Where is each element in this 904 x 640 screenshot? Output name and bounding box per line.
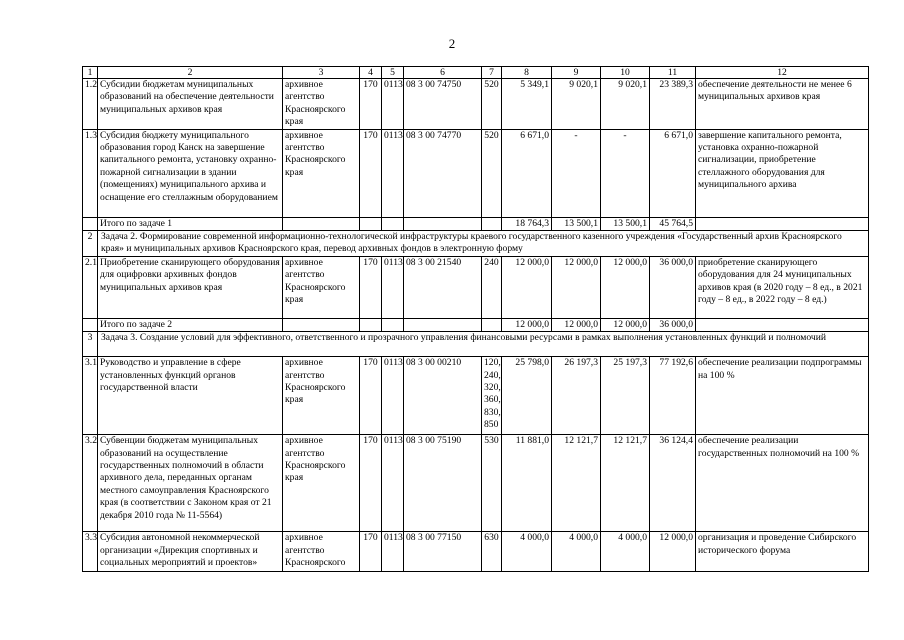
amount-2022: 4 000,0: [601, 532, 650, 572]
csr-code: 08 3 00 00210: [404, 357, 482, 435]
amount-2020: 12 000,0: [502, 256, 552, 318]
amount-2021: -: [552, 129, 601, 217]
header-row: [83, 67, 869, 79]
task-number: 3: [83, 332, 98, 357]
expected-result: организация и проведение Сибирского исторического форума: [696, 532, 869, 572]
rzpr-code: 0113: [382, 357, 404, 435]
task-title: Задача 3. Создание условий для эффективного, ответственного и прозрачного управления финансовыми ресурсами в рамках выполнения установленных функций и полномочий: [98, 332, 869, 357]
agency-name: архивное агентство Красноярского: [283, 532, 360, 572]
table-row: [83, 79, 869, 130]
total-sum: 36 000,0: [650, 318, 696, 331]
row-number: 3.1: [83, 357, 98, 435]
total-2020: 12 000,0: [502, 318, 552, 331]
expected-result: приобретение сканирующего оборудования для 24 муниципальных архивов края (в 2020 году – 8 ед., в 2021 году – 8 ед., в 2022 году – 8 ед.): [696, 256, 869, 318]
rzpr-code: 0113: [382, 532, 404, 572]
table-row: [83, 532, 869, 572]
amount-2022: 25 197,3: [601, 357, 650, 435]
total-row: [83, 217, 869, 230]
expected-result: обеспечение реализации подпрограммы на 100 %: [696, 357, 869, 435]
amount-2022: 12 000,0: [601, 256, 650, 318]
expected-result: обеспечение деятельности не менее 6 муниципальных архивов края: [696, 79, 869, 130]
row-number: 2.1: [83, 256, 98, 318]
header-cell: 9: [552, 67, 601, 79]
total-sum: 45 764,5: [650, 217, 696, 230]
csr-code: 08 3 00 74770: [404, 129, 482, 217]
grbs-code: 170: [360, 435, 382, 532]
total-label: Итого по задаче 2: [98, 318, 283, 331]
amount-2020: 4 000,0: [502, 532, 552, 572]
vr-code: 520: [482, 79, 502, 130]
csr-code: 08 3 00 75190: [404, 435, 482, 532]
rzpr-code: 0113: [382, 256, 404, 318]
row-number: 3.2: [83, 435, 98, 532]
task-row: [83, 231, 869, 257]
agency-name: архивное агентство Красноярского края: [283, 435, 360, 532]
row-number: 1.3: [83, 129, 98, 217]
header-cell: 3: [283, 67, 360, 79]
measure-name: Руководство и управление в сфере установленных функций органов государственной власти: [98, 357, 283, 435]
vr-code: 520: [482, 129, 502, 217]
agency-name: архивное агентство Красноярского края: [283, 357, 360, 435]
amount-2021: 12 121,7: [552, 435, 601, 532]
row-number: 1.2: [83, 79, 98, 130]
measure-name: Приобретение сканирующего оборудования для оцифровки архивных фондов муниципальных архивов края: [98, 256, 283, 318]
total-2022: 12 000,0: [601, 318, 650, 331]
header-cell: 12: [696, 67, 869, 79]
amount-2020: 6 671,0: [502, 129, 552, 217]
task-row: [83, 332, 869, 357]
grbs-code: 170: [360, 532, 382, 572]
header-cell: 11: [650, 67, 696, 79]
total-2020: 18 764,3: [502, 217, 552, 230]
amount-2022: -: [601, 129, 650, 217]
csr-code: 08 3 00 21540: [404, 256, 482, 318]
table-row: [83, 357, 869, 435]
amount-total: 36 000,0: [650, 256, 696, 318]
program-table: [82, 66, 869, 572]
vr-code: 240: [482, 256, 502, 318]
agency-name: архивное агентство Красноярского края: [283, 256, 360, 318]
csr-code: 08 3 00 77150: [404, 532, 482, 572]
header-cell: 8: [502, 67, 552, 79]
amount-total: 6 671,0: [650, 129, 696, 217]
amount-total: 23 389,3: [650, 79, 696, 130]
total-label: Итого по задаче 1: [98, 217, 283, 230]
amount-total: 12 000,0: [650, 532, 696, 572]
row-number: 3.3: [83, 532, 98, 572]
grbs-code: 170: [360, 357, 382, 435]
grbs-code: 170: [360, 256, 382, 318]
vr-code: 630: [482, 532, 502, 572]
header-cell: 6: [404, 67, 482, 79]
amount-2022: 9 020,1: [601, 79, 650, 130]
header-cell: 4: [360, 67, 382, 79]
rzpr-code: 0113: [382, 129, 404, 217]
vr-code: 530: [482, 435, 502, 532]
header-cell: 10: [601, 67, 650, 79]
total-2022: 13 500,1: [601, 217, 650, 230]
amount-2021: 12 000,0: [552, 256, 601, 318]
header-cell: 1: [83, 67, 98, 79]
csr-code: 08 3 00 74750: [404, 79, 482, 130]
amount-2020: 11 881,0: [502, 435, 552, 532]
expected-result: обеспечение реализации государственных полномочий на 100 %: [696, 435, 869, 532]
table-row: [83, 129, 869, 217]
task-number: 2: [83, 231, 98, 257]
vr-code: 120, 240, 320, 360, 830, 850: [482, 357, 502, 435]
rzpr-code: 0113: [382, 435, 404, 532]
header-cell: 2: [98, 67, 283, 79]
grbs-code: 170: [360, 79, 382, 130]
amount-2022: 12 121,7: [601, 435, 650, 532]
task-title: Задача 2. Формирование современной информационно-технологической инфраструктуры краевого государственного казенного учреждения «Государственный архив Красноярского края» и муниципальных архивов Красноярского края, перевод архивных фондов в электронную форму: [98, 231, 869, 257]
amount-total: 77 192,6: [650, 357, 696, 435]
amount-2021: 9 020,1: [552, 79, 601, 130]
expected-result: завершение капитального ремонта, установка охранно-пожарной сигнализации, приобретение стеллажного оборудования для муниципального архива: [696, 129, 869, 217]
amount-2020: 25 798,0: [502, 357, 552, 435]
table-row: [83, 256, 869, 318]
agency-name: архивное агентство Красноярского края: [283, 129, 360, 217]
rzpr-code: 0113: [382, 79, 404, 130]
total-2021: 13 500,1: [552, 217, 601, 230]
page-number: 2: [448, 36, 456, 51]
amount-2021: 26 197,3: [552, 357, 601, 435]
measure-name: Субсидия автономной некоммерческой организации «Дирекция спортивных и социальных мероприятий и проектов»: [98, 532, 283, 572]
table-row: [83, 435, 869, 532]
header-cell: 7: [482, 67, 502, 79]
header-cell: 5: [382, 67, 404, 79]
measure-name: Субсидия бюджету муниципального образования город Канск на завершение капитального ремонта, установку охранно-пожарной сигнализации в здании (помещениях) муниципального архива и оснащение его стеллажным оборудованием: [98, 129, 283, 217]
grbs-code: 170: [360, 129, 382, 217]
measure-name: Субвенции бюджетам муниципальных образований на осуществление государственных полномочий в области архивного дела, переданных органам местного самоуправления Красноярского края (в соответствии с Законом края от 21 декабря 2010 года № 11-5564): [98, 435, 283, 532]
total-row: [83, 318, 869, 331]
total-2021: 12 000,0: [552, 318, 601, 331]
amount-total: 36 124,4: [650, 435, 696, 532]
amount-2021: 4 000,0: [552, 532, 601, 572]
measure-name: Субсидии бюджетам муниципальных образований на обеспечение деятельности муниципальных архивов края: [98, 79, 283, 130]
amount-2020: 5 349,1: [502, 79, 552, 130]
agency-name: архивное агентство Красноярского края: [283, 79, 360, 130]
